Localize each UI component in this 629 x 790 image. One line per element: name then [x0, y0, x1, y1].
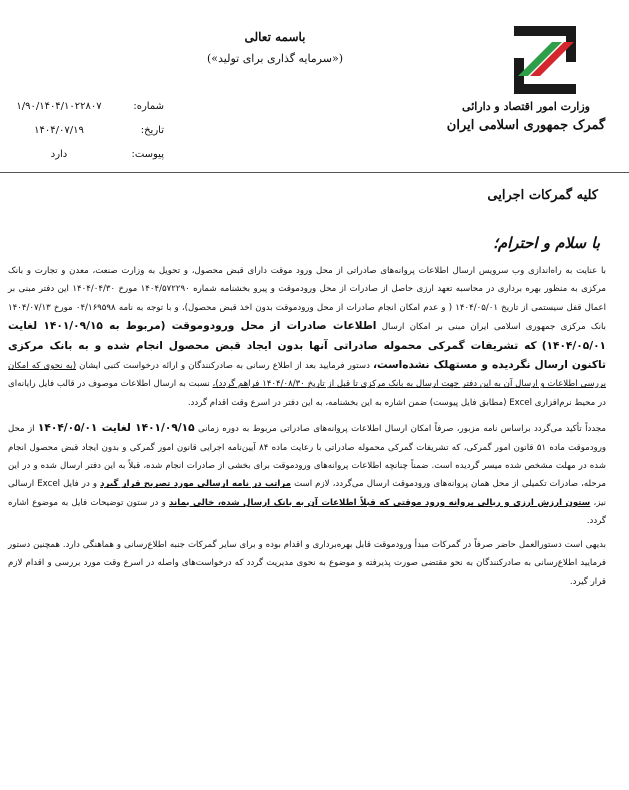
attachment-value: دارد	[50, 148, 68, 160]
p2-column-emphasis	[169, 498, 590, 508]
p2-specify-emphasis	[100, 479, 291, 489]
p1-intro: با عنایت به راه‌اندازی وب سرویس ارسال اطلاعات پروانه‌های صادراتی از محل ورود موقت دارای قبض محصول، و تحویل به وزارت صنعت، معدن و تجارت و بانک مرکزی به منظور بهره برداری در محاسبه تعهد ارزی حاصل از صادرات از محل ورودموقت و پیرو بخشنامه شماره ۱۴۰۴/۵۷۲۲۹۰ مورخ ۱۴۰۴/۰۴/۳۰ این دفتر مبنی بر اعمال قفل سیستمی از تاریخ ۱۴۰۴/۰۵/۰۱ ( و عدم امکان انجام صادرات از محل ورودموقت بدون اخذ قبض محصول)، و با توجه به نامه ۰۴/۱۶۹۵۹۸ مورخ ۱۴۰۴/۰۷/۱۳ بانک مرکزی جمهوری اسلامی ایران مبنی بر امکان ارسال	[8, 266, 606, 333]
motto: («سرمایه گذاری برای تولید»)	[206, 52, 343, 65]
attachment-row	[0, 142, 164, 166]
p1-condition-emphasis: که تشریفات گمرکی محموله صادراتی آنها بدون ایجاد قبض محصول انجام شده و به بانک مرکزی تاکنون ارسال نگردیده و مستهلک نشده‌است،	[8, 339, 606, 372]
body-paragraph-3: بدیهی است دستورالعمل حاضر صرفاً در گمرکات مبدأ ورودموقت قابل بهره‌برداری و اقدام بوده و برای سایر گمرکات جنبه اطلاع‌رسانی و هماهنگی دارد. همچنین دستور فرمایید اطلاع‌رسانی به صادرکنندگان به نحو مقتضی صورت پذیرفته و موضوع به نحوی مدیریت گردد که درخواست‌های واصله در اسرع وقت مورد بررسی و اقدام لازم قرار گیرد.	[8, 539, 606, 587]
p2-column-underlined: ستون ارزش ارزی و ریالی پروانه ورود موقتی که قبلاً اطلاعات آن به بانک ارسال شده، خالی بماند	[169, 497, 591, 508]
letter-date-row	[0, 118, 164, 142]
date-label: تاریخ:	[140, 124, 164, 136]
p2-closing: و در ستون توضیحات فایل به موضوع اشاره گردد.	[8, 497, 606, 527]
p2-excel-note: و در فایل Excel ارسالی نیز،	[8, 479, 606, 508]
attachment-label: پیوست:	[131, 148, 164, 160]
recipient: کلیه گمرکات اجرایی	[487, 188, 598, 203]
p2-specify-underlined: مراتب در نامه ارسالی مورد تصریح قرار گیرد	[100, 479, 291, 490]
salutation: با سلام و احترام؛	[493, 234, 600, 252]
date-value: ۱۴۰۴/۰۷/۱۹	[34, 124, 84, 136]
customs-emblem-icon	[512, 24, 578, 96]
number-value: ۱/۹۰/۱۴۰۴/۱۰۲۲۸۰۷	[16, 100, 102, 112]
p1-closing: نسبت به ارسال اطلاعات موصوف در قالب فایل رایانه‌ای در محیط نرم‌افزاری Excel (مطابق فایل پیوست) ضمن اشاره به این بخشنامه، به این دفتر در اسرع وقت اقدام گردد.	[8, 379, 606, 408]
letter-body	[8, 262, 606, 591]
basmeh-heading: باسمه تعالی	[244, 30, 306, 44]
organization-name: گمرک جمهوری اسلامی ایران	[446, 118, 606, 133]
p2-intro: مجدداً تأکید می‌گردد براساس نامه مزبور، صرفاً امکان ارسال اطلاعات پروانه‌های صادراتی مربوط به دوره زمانی	[197, 424, 607, 435]
letter-number-row	[0, 94, 164, 118]
p1-instruction: دستور فرمایید بعد از اطلاع رسانی به صادرکنندگان و ارائه درخواست کتبی ایشان	[79, 361, 370, 372]
body-paragraph-1	[8, 262, 606, 412]
p1-period-emphasis: اطلاعات صادرات از محل ورودوموقت (مربوط به ۱۴۰۱/۰۹/۱۵ لغایت ۱۴۰۴/۰۵/۰۱)	[8, 320, 606, 352]
customs-logo	[512, 24, 578, 96]
p2-period-emphasis: ۱۴۰۱/۰۹/۱۵ لغایت ۱۴۰۴/۰۵/۰۱	[37, 422, 195, 435]
letter-metadata	[0, 94, 164, 166]
ministry-name: وزارت امور اقتصاد و دارائی	[462, 100, 590, 113]
p2-detail: از محل ورودموقت ماده ۵۱ قانون امور گمرکی، که تشریفات گمرکی محموله صادراتی با رعایت ماده ۸۴ آیین‌نامه اجرایی قانون امور گمرکی و بدون ایجاد قبض محصول انجام شده در مهلت مشخص شده میسر گردیده است. ضمناً چنانچه اطلاعات پروانه‌های ورودموقت برای بخشی از صادرات انجام شده، قبلاً به این دفتر ارسال شده و در این مرحله، صادرات تکمیلی از محل همان پروانه‌های ورودموقت ارسال می‌گردد، لازم است	[8, 424, 607, 490]
p1-deadline-underlined: (به نحوی که امکان بررسی اطلاعات و ارسال آن به این دفتر جهت ارسال به بانک مرکزی تا قبل از تاریخ ۱۴۰۴/۰۸/۳۰ فراهم گردد)،	[8, 361, 606, 390]
header-divider	[0, 172, 629, 173]
number-label: شماره:	[133, 100, 164, 112]
body-paragraph-2	[8, 419, 606, 530]
